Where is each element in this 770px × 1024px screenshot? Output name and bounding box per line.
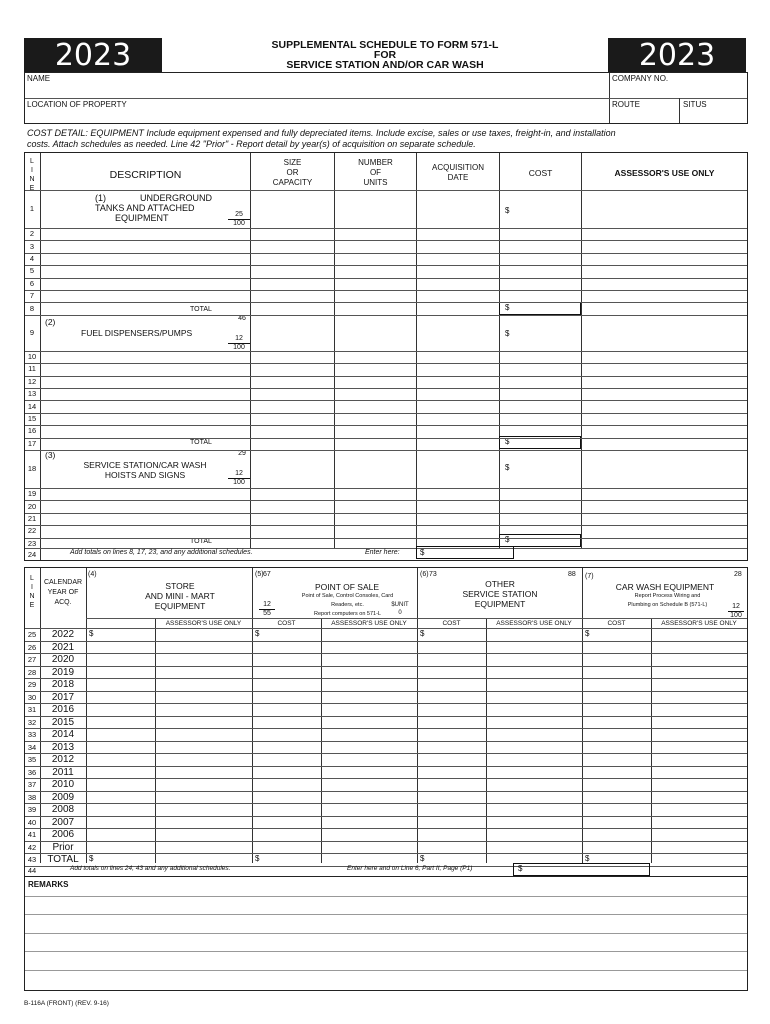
year-badge-right (608, 38, 746, 72)
line-letters: L I N E (29, 158, 35, 192)
line-number: 40 (27, 817, 37, 827)
section-3-dollar: $ (505, 463, 510, 472)
upper-equipment-table (24, 152, 748, 561)
line-number: 32 (27, 717, 37, 727)
assessor-subheader: ASSESSOR'S USE ONLY (496, 620, 572, 627)
line-number: 17 (27, 438, 37, 448)
line-number: 14 (27, 401, 37, 411)
calendar-year-header: CALENDAR YEAR OF ACQ. (43, 579, 83, 606)
year-cell: 2015 (51, 716, 75, 728)
route-label: ROUTE (612, 100, 640, 109)
title-line-2: FOR (373, 49, 397, 61)
company-no-field[interactable] (610, 73, 747, 98)
company-no-label: COMPANY NO. (612, 74, 669, 83)
dollar-sign: $ (585, 854, 590, 863)
size-header: SIZE OR CAPACITY (272, 158, 313, 187)
year-cell: TOTAL (47, 854, 79, 865)
group-5-code: 73 (429, 571, 437, 578)
line-number: 26 (27, 642, 37, 652)
dollar-sign: $ (89, 854, 94, 863)
line-number: 35 (27, 755, 37, 764)
line-24-dollar: $ (420, 548, 425, 557)
line-number: 27 (27, 655, 37, 664)
line-44-instruction: Add totals on lines 24, 43 and any additional schedules. (70, 865, 231, 872)
section-3-title: SERVICE STATION/CAR WASH HOISTS AND SIGNS (83, 460, 207, 480)
year-cell: 2016 (51, 704, 75, 715)
group-7-code: 28 (734, 571, 742, 578)
assessor-subheader: ASSESSOR'S USE ONLY (331, 620, 407, 627)
line-number: 33 (27, 730, 37, 739)
cost-subheader: COST (277, 620, 296, 627)
year-cell: 2020 (51, 654, 75, 665)
group-4-title: STORE AND MINI - MART EQUIPMENT (145, 581, 215, 611)
grand-total-box-line-44[interactable] (513, 863, 650, 876)
year-cell: 2013 (51, 741, 75, 753)
total-17-dollar: $ (505, 437, 510, 446)
form-footer: B-116A (FRONT) (REV. 9-16) (24, 1000, 109, 1007)
line-24-instruction: Add totals on lines 8, 17, 23, and any additional schedules. (70, 549, 253, 556)
group-5-title: POINT OF SALE (314, 582, 380, 592)
line-number: 38 (27, 792, 37, 802)
group-6-title: OTHER SERVICE STATION EQUIPMENT (462, 579, 538, 609)
year-cell: 2011 (52, 766, 74, 778)
group-4-ratio: 12 55 (259, 601, 275, 618)
year-cell: 2007 (51, 816, 75, 828)
year-cell: 2012 (51, 754, 75, 765)
line-number: 22 (27, 526, 37, 536)
cost-subheader: COST (607, 620, 626, 627)
section-1-dollar: $ (505, 206, 510, 215)
cost-detail-line-2: costs. Attach schedules as needed. Line 42 "Prior" - Report detail by year(s) of acquisition on separate schedule. (27, 139, 476, 149)
section-3-code: 12 100 (228, 470, 250, 487)
assessor-header: ASSESSOR'S USE ONLY (614, 168, 715, 178)
acquisition-header: ACQUISITION DATE (431, 163, 484, 182)
line-number: 4 (29, 254, 35, 263)
group-4-code: 67 (263, 571, 271, 578)
grand-total-box-line-24[interactable] (416, 546, 514, 559)
line-number: 2 (29, 229, 35, 239)
section-1-code: 25 100 (228, 211, 250, 228)
total-label-1: TOTAL (190, 306, 212, 313)
section-2-dollar: $ (505, 329, 510, 338)
line-number: 39 (27, 805, 37, 814)
assessor-subheader: ASSESSOR'S USE ONLY (165, 620, 242, 627)
dollar-sign: $ (89, 629, 94, 638)
form-title (215, 40, 555, 70)
year-left-text: 2023 (54, 37, 132, 73)
section-2-total-code: 29 (238, 450, 246, 457)
group-5-subtitle: Point of Sale, Control Consoles, Card Readers, etc. Report computers on 571-L (301, 593, 394, 617)
year-cell: Prior (52, 841, 74, 853)
line-number: 21 (27, 514, 37, 523)
year-cell: 2019 (51, 666, 75, 678)
line-number: 9 (29, 327, 35, 337)
line-number: 6 (29, 278, 35, 288)
group-4-num: (4) (88, 571, 97, 578)
line-number: 8 (29, 303, 35, 313)
title-line-1: SUPPLEMENTAL SCHEDULE TO FORM 571-L (271, 39, 499, 51)
year-cell: 2014 (51, 729, 75, 740)
group-6-num: (6) (420, 571, 429, 578)
year-cell: 2018 (51, 679, 75, 690)
group-7-title: CAR WASH EQUIPMENT (615, 582, 715, 592)
title-line-3: SERVICE STATION AND/OR CAR WASH (286, 59, 484, 71)
line-number: 23 (27, 538, 37, 548)
line-number: 20 (27, 501, 37, 511)
location-label: LOCATION OF PROPERTY (27, 100, 127, 109)
dollar-sign: $ (255, 854, 260, 863)
line-number: 30 (27, 692, 37, 702)
line-number: 5 (29, 266, 35, 276)
line-number: 44 (27, 866, 37, 875)
name-field[interactable] (25, 73, 609, 98)
group-6-code: 88 (568, 571, 576, 578)
year-right-text: 2023 (638, 37, 716, 73)
line-number: 12 (27, 376, 37, 386)
line-number: 15 (27, 414, 37, 423)
assessor-subheader: ASSESSOR'S USE ONLY (661, 620, 737, 627)
section-2-code: 12 100 (228, 335, 250, 352)
line-number: 29 (27, 680, 37, 689)
group-7-ratio: 12 100 (728, 603, 744, 620)
line-number: 34 (27, 742, 37, 752)
year-badge-left (24, 38, 162, 72)
name-label: NAME (27, 74, 51, 83)
group-5-num: (5) (255, 571, 264, 578)
line-number: 11 (28, 364, 36, 374)
line-number: 16 (27, 426, 37, 436)
line-44-dollar: $ (518, 864, 523, 873)
lower-year-table (24, 567, 748, 877)
line-number: 24 (27, 550, 37, 559)
year-cell: 2010 (51, 779, 75, 790)
line-number: 18 (27, 464, 37, 473)
line-number: 3 (29, 241, 35, 251)
line-number: 1 (29, 204, 35, 213)
line-number: 13 (27, 389, 37, 399)
location-field[interactable] (25, 99, 609, 123)
total-8-dollar: $ (505, 303, 510, 312)
line-number: 36 (27, 767, 37, 777)
year-cell: 2021 (51, 641, 75, 653)
dollar-sign: $ (255, 629, 260, 638)
description-header: DESCRIPTION (109, 169, 182, 181)
group-7-subtitle: Report Process Wiring and Plumbing on Schedule B (571-L) (627, 593, 708, 608)
dollar-sign: $ (585, 629, 590, 638)
line-number: 10 (27, 352, 37, 361)
line-number: 41 (27, 830, 37, 839)
remarks-block[interactable] (24, 876, 748, 991)
line-number: 42 (27, 842, 37, 852)
section-2-label: (2) (45, 317, 56, 327)
section-3-num: (3) (45, 450, 56, 460)
year-cell: 2022 (51, 629, 75, 640)
lower-line-letters: L I N E (29, 575, 35, 609)
line-44-enter: Enter here and on Line 6, Part II, Page (P1) (347, 865, 473, 872)
cost-header: COST (528, 168, 553, 178)
total-label-3: TOTAL (190, 538, 212, 545)
line-number: 43 (27, 855, 37, 864)
year-cell: 2006 (51, 829, 75, 840)
line-number: 7 (29, 291, 35, 301)
line-number: 31 (27, 705, 37, 714)
year-cell: 2008 (51, 804, 75, 815)
dollar-sign: $ (420, 629, 425, 638)
remarks-label: REMARKS (28, 880, 69, 889)
year-cell: 2017 (51, 691, 75, 703)
situs-label: SITUS (683, 100, 707, 109)
total-box-line-8[interactable] (499, 302, 581, 315)
total-23-dollar: $ (505, 535, 510, 544)
group-7-num: (7) (585, 573, 594, 580)
year-cell: 2009 (51, 791, 75, 803)
units-header: NUMBER OF UNITS (358, 158, 393, 187)
line-number: 25 (27, 630, 37, 639)
cost-detail-instructions (27, 128, 745, 150)
cost-subheader: COST (442, 620, 461, 627)
line-number: 19 (27, 489, 37, 499)
section-1-label: (1) UNDERGROUND TANKS AND ATTACHED EQUIPMENT (95, 193, 212, 223)
name-location-block (24, 72, 748, 124)
line-number: 37 (27, 780, 37, 789)
total-label-2: TOTAL (190, 439, 212, 446)
section-1-total-code: 46 (238, 315, 246, 322)
cost-detail-line-1: COST DETAIL: EQUIPMENT Include equipment expensed and fully depreciated items. Include excise, sales or use taxes, freight-in, and installation (27, 128, 616, 138)
line-number: 28 (27, 667, 37, 677)
line-24-enter: Enter here: (365, 549, 400, 556)
dollar-sign: $ (420, 854, 425, 863)
group-5-unit: $UNIT 0 (391, 602, 409, 616)
section-2-title: FUEL DISPENSERS/PUMPS (81, 328, 193, 338)
